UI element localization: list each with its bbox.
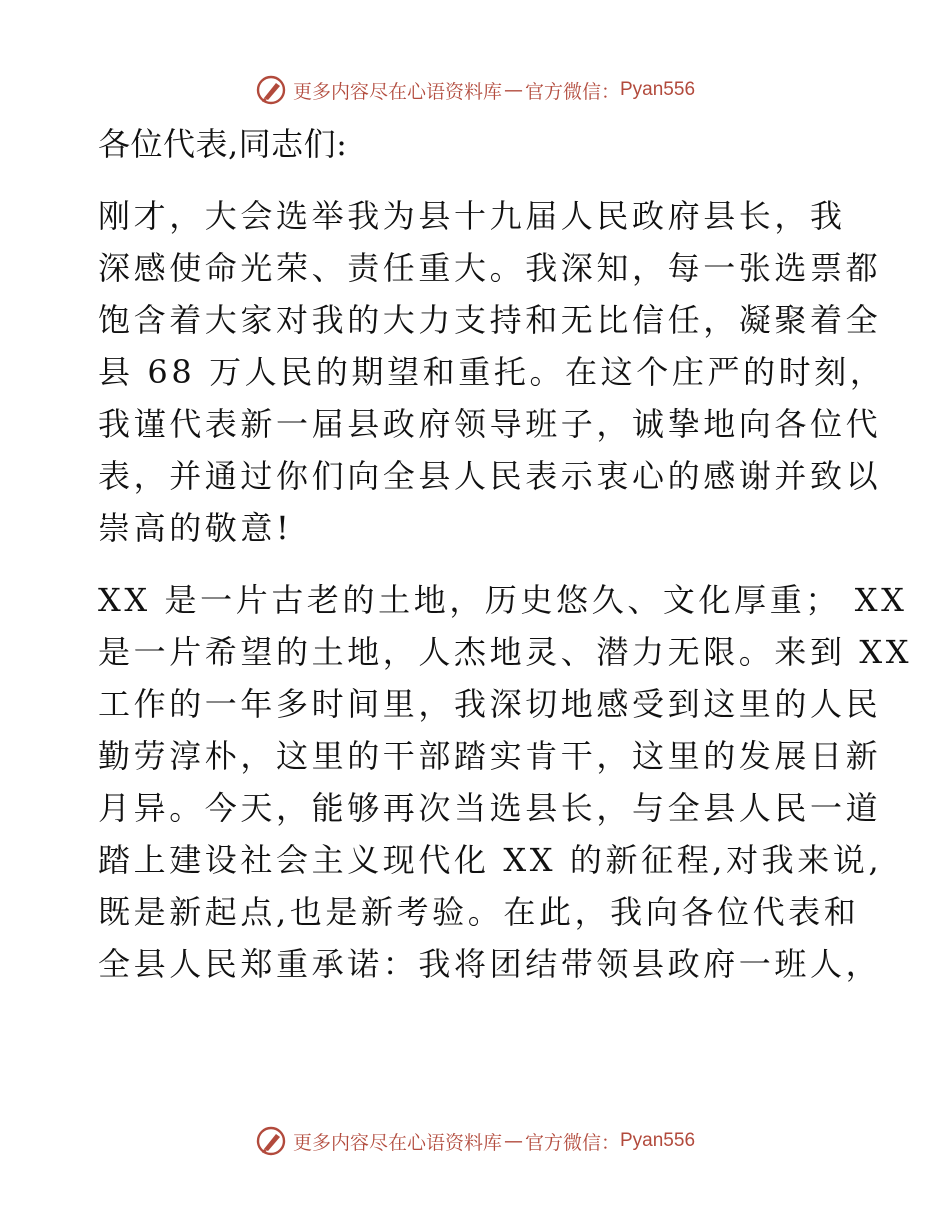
header-banner bbox=[0, 70, 950, 110]
text-line: 勤劳淳朴，这里的干部踏实肯干，这里的发展日新 bbox=[98, 737, 882, 775]
footer-banner bbox=[0, 1121, 950, 1161]
text-line: 既是新起点,也是新考验。在此，我向各位代表和 bbox=[98, 893, 860, 931]
banner-wechat-id: Pyan556 bbox=[620, 79, 696, 100]
text-line: 月异。今天，能够再次当选县长，与全县人民一道 bbox=[98, 789, 882, 827]
banner-site-text: 更多内容尽在心语资料库 bbox=[292, 1131, 502, 1154]
text-line: 饱含着大家对我的大力支持和无比信任，凝聚着全 bbox=[98, 301, 882, 339]
banner-wechat-label: 官方微信： bbox=[524, 80, 620, 103]
banner-separator: — bbox=[503, 79, 523, 101]
banner-wechat-label: 官方微信： bbox=[524, 1131, 620, 1154]
text-line: 县 68 万人民的期望和重托。在这个庄严的时刻， bbox=[98, 353, 886, 391]
text-line: 表，并通过你们向全县人民表示衷心的感谢并致以 bbox=[98, 457, 882, 495]
text-line: 是一片希望的土地，人杰地灵、潜力无限。来到 XX bbox=[98, 633, 913, 671]
text-line: 深感使命光荣、责任重大。我深知，每一张选票都 bbox=[98, 249, 882, 287]
banner-wechat-id: Pyan556 bbox=[620, 1130, 696, 1151]
text-line: 踏上建设社会主义现代化 XX 的新征程,对我来说, bbox=[98, 841, 883, 879]
document-body bbox=[98, 118, 913, 990]
text-line: 崇高的敬意! bbox=[98, 509, 293, 547]
text-line: 工作的一年多时间里，我深切地感受到这里的人民 bbox=[98, 685, 882, 723]
banner-site-text: 更多内容尽在心语资料库 bbox=[292, 80, 502, 103]
salutation: 各位代表,同志们: bbox=[98, 125, 348, 163]
text-line: XX 是一片古老的土地，历史悠久、文化厚重； XX bbox=[98, 581, 908, 619]
text-line: 全县人民郑重承诺：我将团结带领县政府一班人， bbox=[98, 945, 882, 983]
pen-logo-icon bbox=[255, 1125, 287, 1157]
paragraph-1 bbox=[98, 190, 886, 554]
text-line: 我谨代表新一届县政府领导班子，诚挚地向各位代 bbox=[98, 405, 882, 443]
text-line: 刚才，大会选举我为县十九届人民政府县长，我 bbox=[98, 197, 846, 235]
pen-logo-icon bbox=[255, 74, 287, 106]
salutation-paragraph bbox=[98, 118, 858, 170]
paragraph-2 bbox=[98, 574, 913, 990]
banner-separator: — bbox=[503, 1130, 523, 1152]
